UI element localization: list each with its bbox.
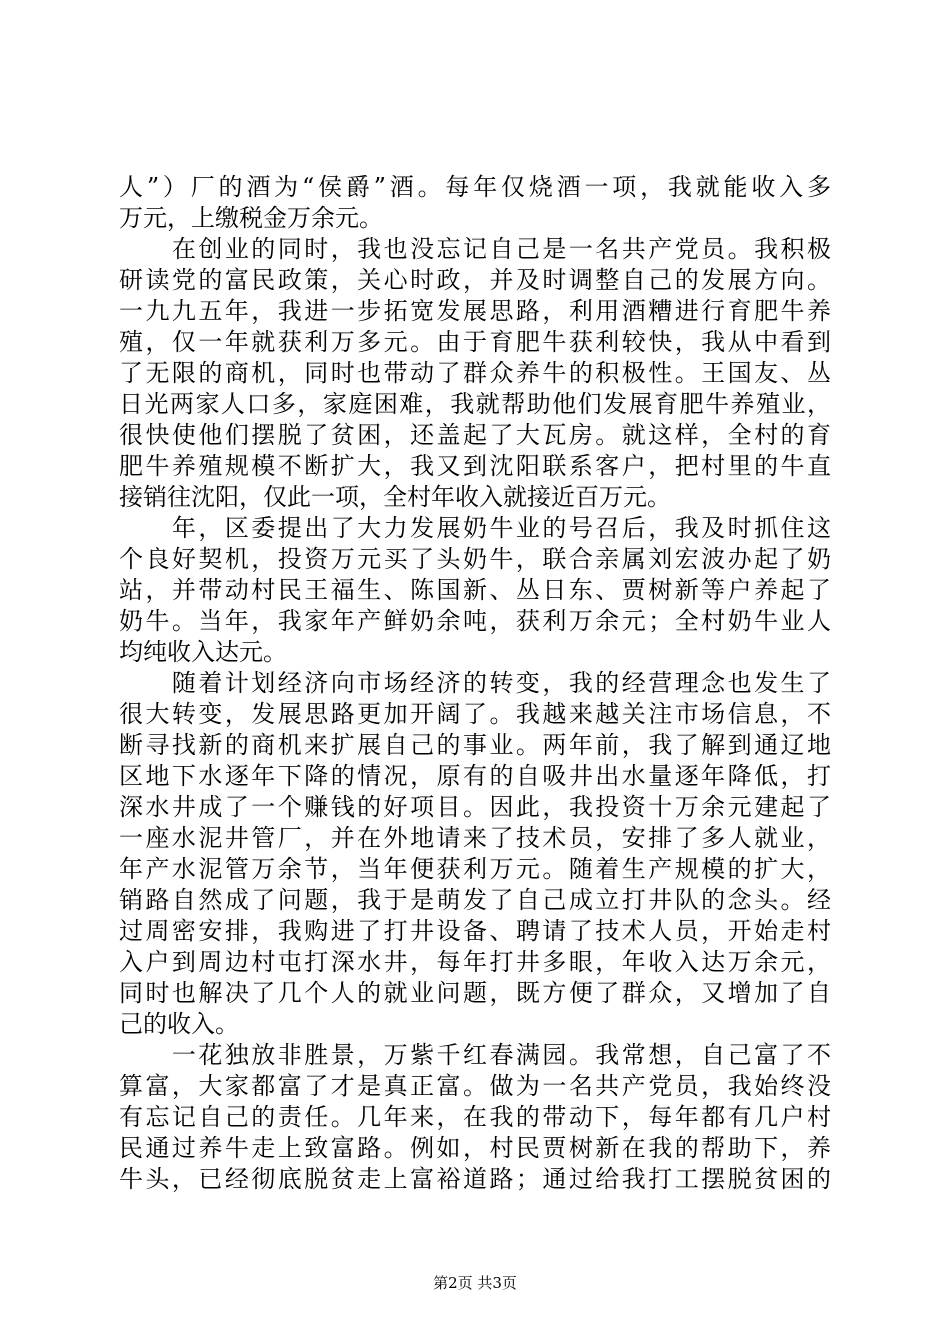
text-line: 日光两家人口多，家庭困难，我就帮助他们发展育肥牛养殖业， [119,390,831,418]
text-line: 同时也解决了几个人的就业问题，既方便了群众，又增加了自 [119,979,831,1007]
text-line: 均纯收入达元。 [119,638,287,666]
text-line: 了无限的商机，同时也带动了群众养牛的积极性。王国友、丛 [119,359,831,387]
text-line: 年产水泥管万余节，当年便获利万元。随着生产规模的扩大， [119,855,831,883]
text-line: 个良好契机，投资万元买了头奶牛，联合亲属刘宏波办起了奶 [119,545,831,573]
text-line: 很快使他们摆脱了贫困，还盖起了大瓦房。就这样，全村的育 [119,421,831,449]
text-line: 肥牛养殖规模不断扩大，我又到沈阳联系客户，把村里的牛直 [119,452,831,480]
text-line: 奶牛。当年，我家年产鲜奶余吨，获利万余元；全村奶牛业人 [119,607,831,635]
text-line: 研读党的富民政策，关心时政，并及时调整自己的发展方向。 [119,266,831,294]
page-footer: 第2页 共3页 [433,1274,517,1292]
text-line: 人”）厂的酒为“侯爵”酒。每年仅烧酒一项，我就能收入多 [119,173,831,201]
text-line: 接销往沈阳，仅此一项，全村年收入就接近百万元。 [119,483,671,511]
text-line: 民通过养牛走上致富路。例如，村民贾树新在我的帮助下，养 [119,1134,831,1162]
text-line: 万元，上缴税金万余元。 [119,204,383,232]
text-line: 牛头，已经彻底脱贫走上富裕道路；通过给我打工摆脱贫困的 [119,1165,831,1193]
text-line: 己的收入。 [119,1010,239,1038]
text-line: 殖，仅一年就获利万多元。由于育肥牛获利较快，我从中看到 [119,328,831,356]
text-line: 区地下水逐年下降的情况，原有的自吸井出水量逐年降低，打 [119,762,831,790]
text-line: 很大转变，发展思路更加开阔了。我越来越关注市场信息，不 [119,700,831,728]
text-line: 算富，大家都富了才是真正富。做为一名共产党员，我始终没 [119,1072,831,1100]
text-line: 一九九五年，我进一步拓宽发展思路，利用酒糟进行育肥牛养 [119,297,831,325]
text-line: 年，区委提出了大力发展奶牛业的号召后，我及时抓住这 [119,514,831,542]
text-line: 断寻找新的商机来扩展自己的事业。两年前，我了解到通辽地 [119,731,831,759]
text-line: 站，并带动村民王福生、陈国新、丛日东、贾树新等户养起了 [119,576,831,604]
text-line: 在创业的同时，我也没忘记自己是一名共产党员。我积极 [119,235,831,263]
text-line: 过周密安排，我购进了打井设备、聘请了技术人员，开始走村 [119,917,831,945]
text-line: 一座水泥井管厂，并在外地请来了技术员，安排了多人就业， [119,824,831,852]
text-line: 销路自然成了问题，我于是萌发了自己成立打井队的念头。经 [119,886,831,914]
text-line: 随着计划经济向市场经济的转变，我的经营理念也发生了 [119,669,831,697]
text-line: 深水井成了一个赚钱的好项目。因此，我投资十万余元建起了 [119,793,831,821]
text-line: 一花独放非胜景，万紫千红春满园。我常想，自己富了不 [119,1041,831,1069]
text-line: 有忘记自己的责任。几年来，在我的带动下，每年都有几户村 [119,1103,831,1131]
body-text [119,172,831,1195]
text-line: 入户到周边村屯打深水井，每年打井多眼，年收入达万余元， [119,948,831,976]
